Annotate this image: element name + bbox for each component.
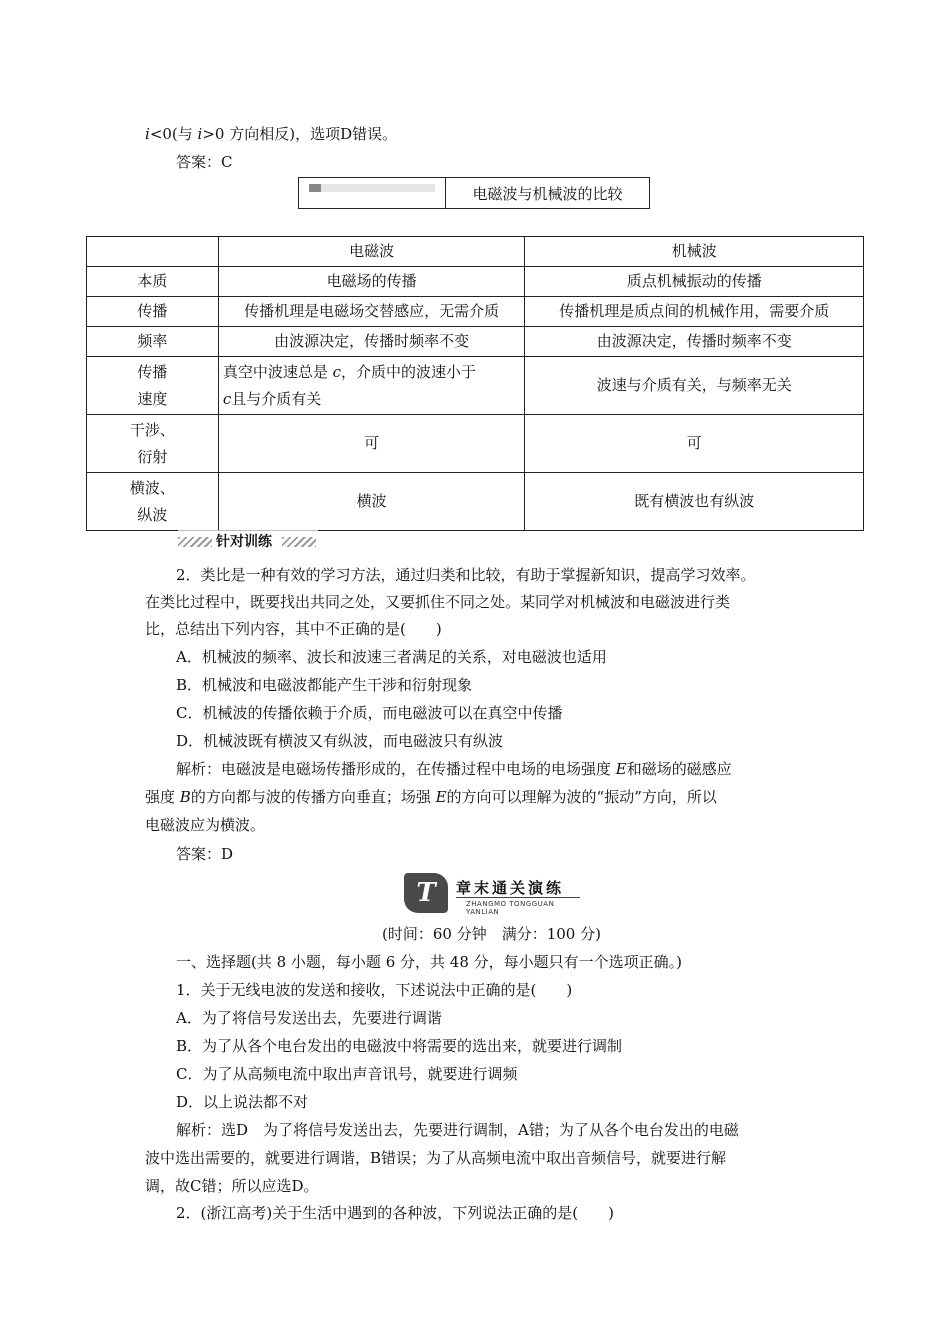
table-row — [87, 357, 864, 415]
exam-q1-stem: 1．关于无线电波的发送和接收，下述说法中正确的是( ) — [176, 981, 573, 999]
q2-option-d: D．机械波既有横波又有纵波，而电磁波只有纵波 — [176, 732, 504, 750]
exam-q1-option-d: D．以上说法都不对 — [176, 1093, 309, 1111]
q2-explanation: 电磁波应为横波。 — [145, 816, 266, 834]
text: >0 方向相反)，选项D错误。 — [202, 125, 398, 143]
hatch-decor — [282, 537, 316, 547]
mech-cell: 传播机理是质点间的机械作用，需要介质 — [525, 297, 864, 327]
chapter-pinyin: ZHANGMO TONGGUAN YANLIAN — [466, 900, 555, 916]
title-decoration — [299, 178, 446, 208]
text: 的方向都与波的传播方向垂直；场强 — [190, 788, 436, 806]
row-label — [87, 473, 219, 531]
mech-cell: 既有横波也有纵波 — [525, 473, 864, 531]
q2-stem: 2．类比是一种有效的学习方法，通过归类和比较，有助于掌握新知识，提高学习效率。 — [176, 566, 756, 584]
label-line: 干涉、 — [129, 420, 175, 439]
row-label — [87, 415, 219, 473]
exam-q1-explanation: 波中选出需要的，就要进行调谐，B错误；为了从高频电流中取出音频信号，就要进行解 — [145, 1149, 727, 1167]
q2-option-b: B．机械波和电磁波都能产生干涉和衍射现象 — [176, 676, 473, 694]
exam-q1-explanation: 调，故C错；所以应选D。 — [145, 1177, 319, 1195]
exam-q1-option-c: C．为了从高频电流中取出声音讯号，就要进行调频 — [176, 1065, 518, 1083]
table-row — [87, 473, 864, 531]
practice-header — [178, 533, 318, 551]
hatch-decor — [178, 537, 212, 547]
cell-line — [223, 359, 521, 386]
em-cell — [218, 357, 525, 415]
em-cell: 由波源决定，传播时频率不变 — [218, 327, 525, 357]
table-row — [87, 267, 864, 297]
header-cell: 机械波 — [525, 237, 864, 267]
divider — [456, 897, 580, 898]
label-line: 纵波 — [137, 505, 168, 524]
label-line: 衍射 — [137, 447, 168, 466]
row-label: 传播 — [87, 297, 219, 327]
exam-q1-option-a: A．为了将信号发送出去，先要进行调谐 — [176, 1009, 442, 1027]
text: 的方向可以理解为波的“振动”方向，所以 — [446, 788, 717, 806]
header-cell: 电磁波 — [218, 237, 525, 267]
chapter-logo — [404, 873, 580, 915]
q2-stem: 在类比过程中，既要找出共同之处，又要抓住不同之处。某同学对机械波和电磁波进行类 — [145, 593, 731, 611]
decor-bar — [309, 184, 435, 192]
em-cell: 横波 — [218, 473, 525, 531]
prev-solution-line — [145, 124, 397, 144]
q2-explanation — [176, 759, 732, 779]
mech-cell: 可 — [525, 415, 864, 473]
text: 和磁场的磁感应 — [626, 760, 732, 778]
table-header-row — [87, 237, 864, 267]
exam-q1-explanation: 解析：选D 为了将信号发送出去，先要进行调制，A错；为了从各个电台发出的电磁 — [176, 1121, 739, 1139]
practice-label: 针对训练 — [216, 534, 272, 550]
comparison-table — [86, 236, 864, 531]
table-row — [87, 327, 864, 357]
exam-section-heading: 一、选择题(共 8 小题，每小题 6 分，共 48 分，每小题只有一个选项正确。) — [176, 953, 682, 971]
var-e: E — [435, 788, 447, 806]
row-label: 频率 — [87, 327, 219, 357]
row-label — [87, 357, 219, 415]
var-i: i — [145, 125, 150, 143]
mech-cell: 质点机械振动的传播 — [525, 267, 864, 297]
divider — [178, 530, 318, 531]
text: 且与介质有关 — [231, 389, 322, 408]
text: ，介质中的波速小于 — [341, 362, 477, 381]
row-label: 本质 — [87, 267, 219, 297]
var-c: c — [222, 389, 232, 408]
q2-explanation — [145, 787, 717, 807]
header-cell — [87, 237, 219, 267]
decor-mark — [309, 184, 321, 192]
exam-q2-stem: 2．(浙江高考)关于生活中遇到的各种波，下列说法正确的是( ) — [176, 1204, 614, 1222]
q2-stem: 比，总结出下列内容，其中不正确的是( ) — [145, 620, 442, 638]
q2-answer: 答案：D — [176, 845, 234, 863]
label-line: 传播 — [137, 362, 168, 381]
var-e: E — [615, 760, 627, 778]
var-b: B — [179, 788, 191, 806]
exam-time: (时间：60 分钟 满分：100 分) — [382, 925, 601, 943]
em-cell: 传播机理是电磁场交替感应，无需介质 — [218, 297, 525, 327]
chapter-title: 章末通关演练 — [456, 879, 565, 897]
q2-option-a: A．机械波的频率、波长和波速三者满足的关系，对电磁波也适用 — [176, 648, 607, 666]
text: 真空中波速总是 — [222, 362, 333, 381]
text: 解析：电磁波是电磁场传播形成的，在传播过程中电场的电场强度 — [176, 760, 616, 778]
section-title: 电磁波与机械波的比较 — [472, 184, 623, 203]
text: <0(与 — [149, 125, 198, 143]
table-row — [87, 415, 864, 473]
cell-line — [223, 386, 521, 413]
var-c: c — [332, 362, 342, 381]
prev-answer: 答案：C — [176, 153, 233, 171]
chapter-badge-icon: T — [404, 873, 448, 913]
em-cell: 可 — [218, 415, 525, 473]
var-i: i — [197, 125, 203, 143]
section-title-box — [298, 177, 650, 209]
exam-q1-option-b: B．为了从各个电台发出的电磁波中将需要的选出来，就要进行调制 — [176, 1037, 623, 1055]
text: 强度 — [145, 788, 180, 806]
mech-cell: 由波源决定，传播时频率不变 — [525, 327, 864, 357]
table-row — [87, 297, 864, 327]
label-line: 速度 — [137, 389, 168, 408]
label-line: 横波、 — [129, 478, 175, 497]
q2-option-c: C．机械波的传播依赖于介质，而电磁波可以在真空中传播 — [176, 704, 563, 722]
mech-cell: 波速与介质有关，与频率无关 — [525, 357, 864, 415]
em-cell: 电磁场的传播 — [218, 267, 525, 297]
